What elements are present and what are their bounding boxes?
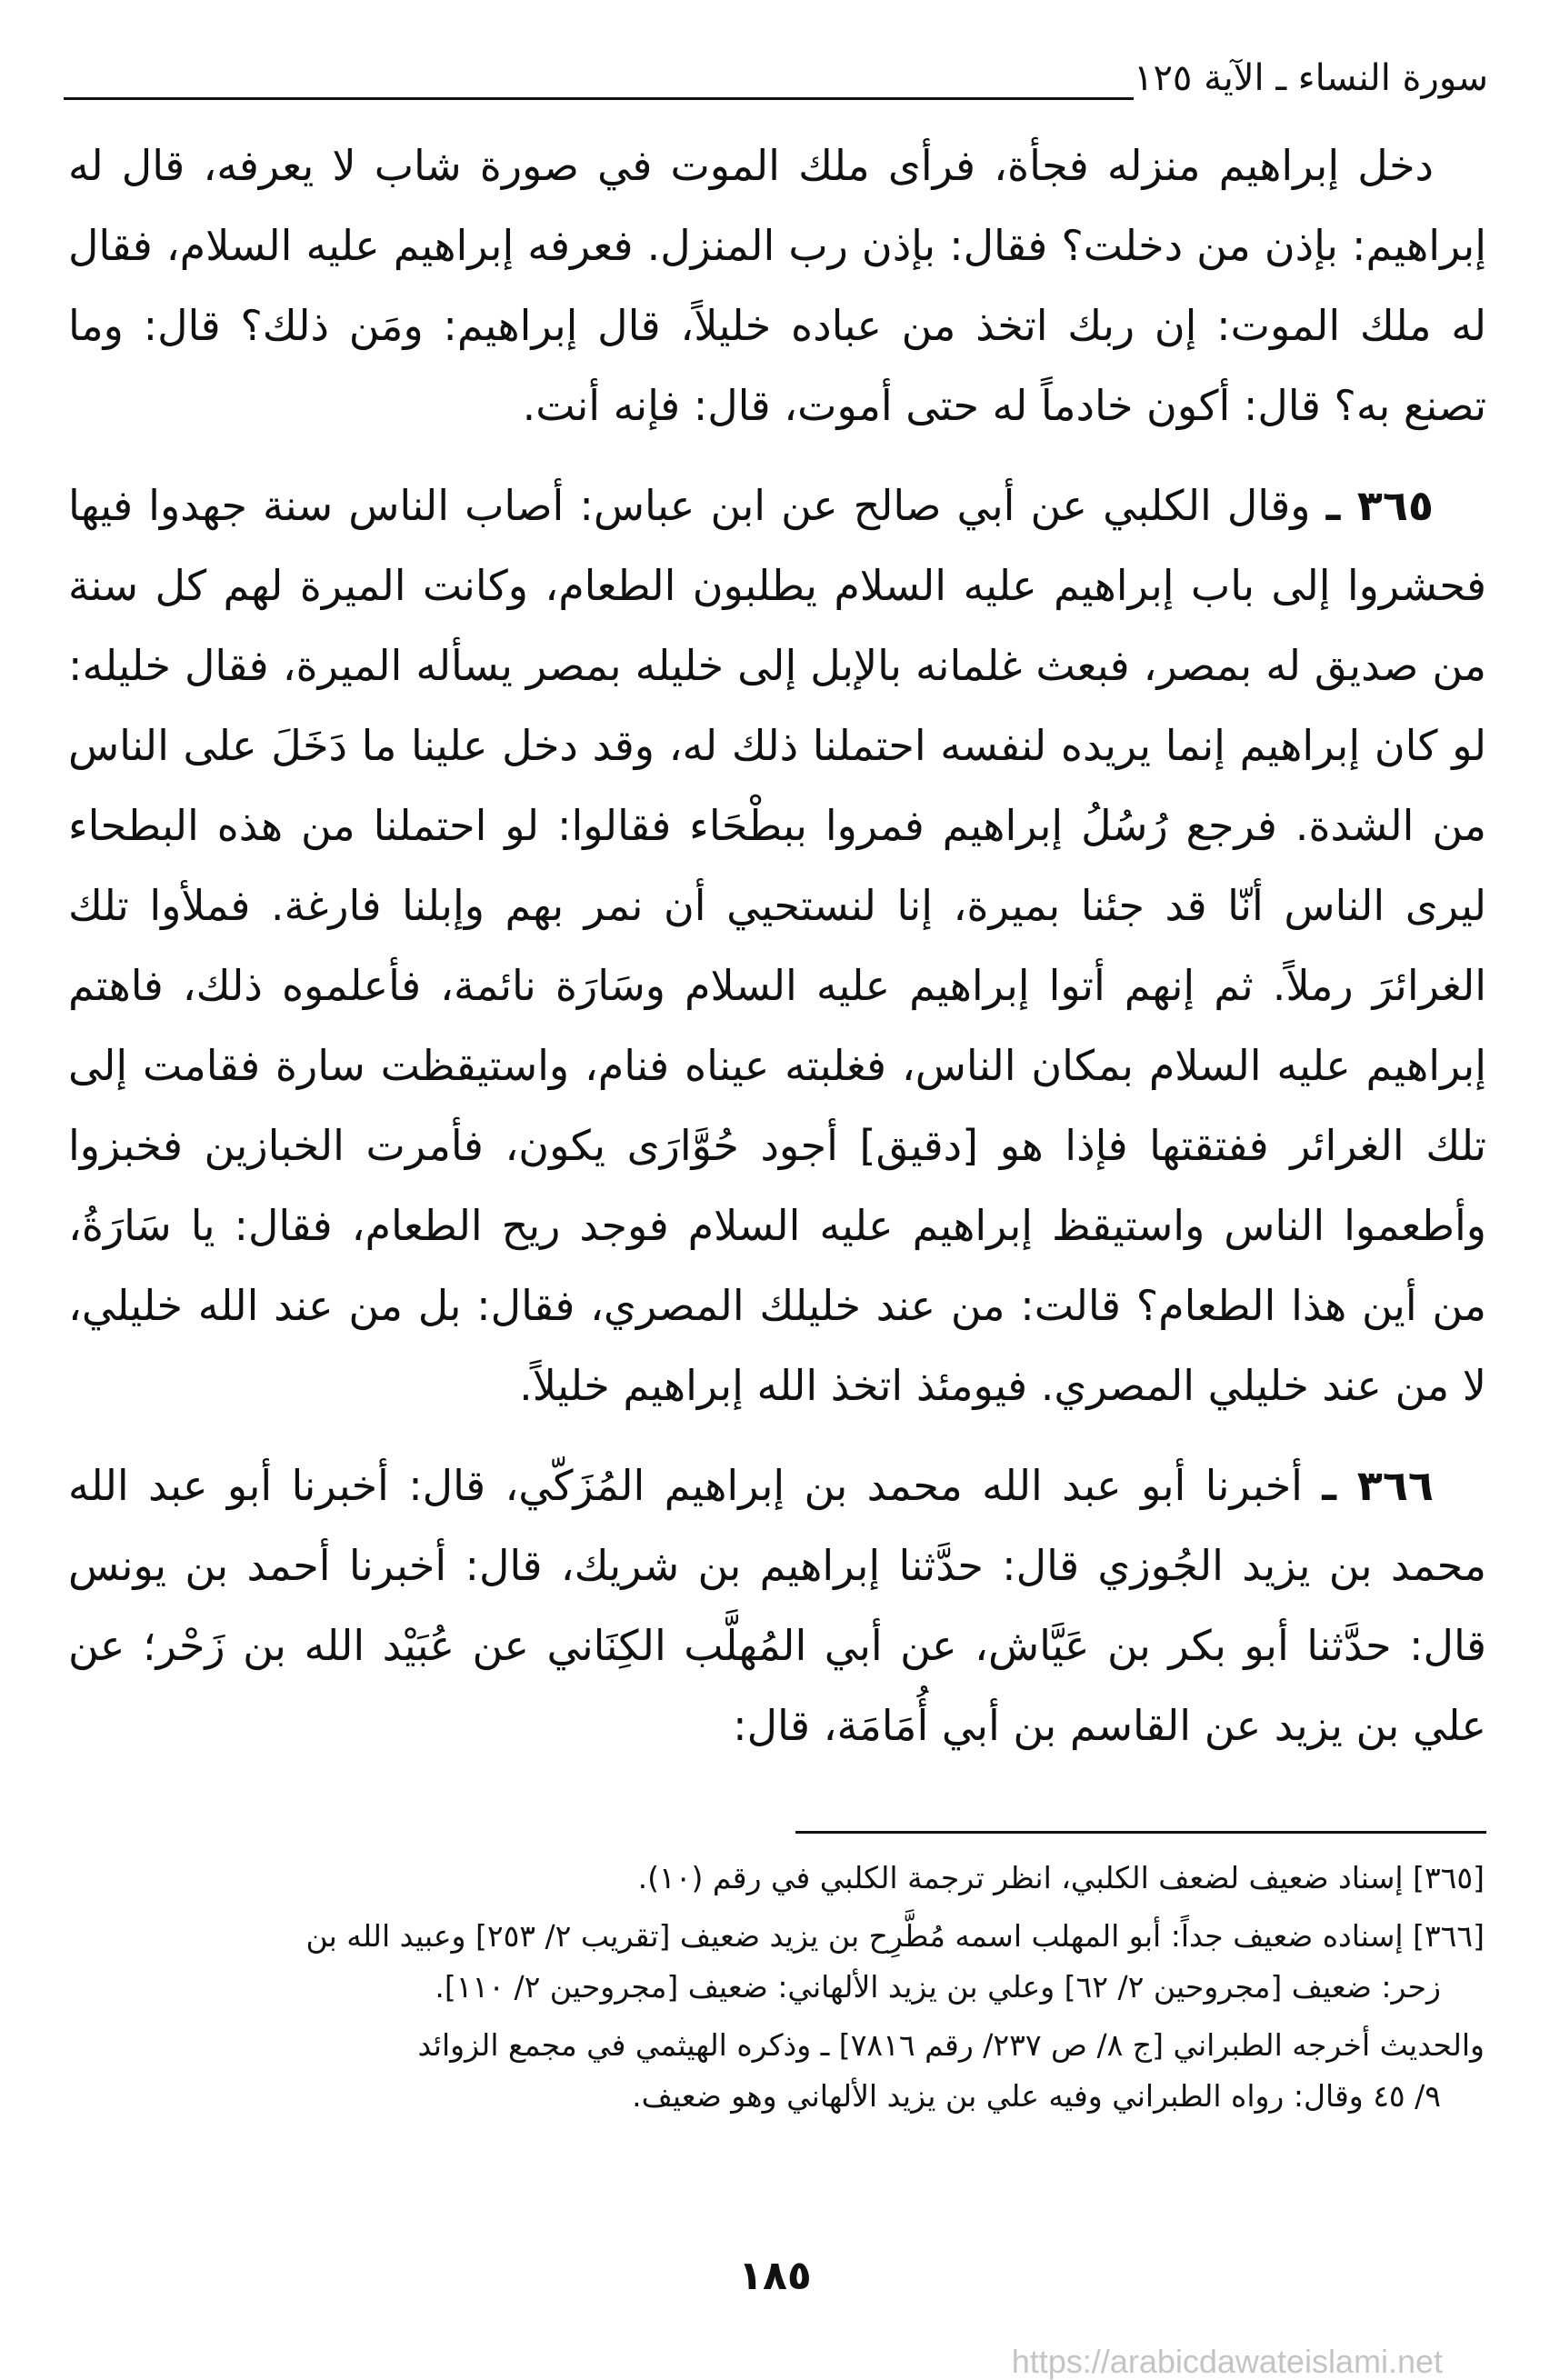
paragraph-number: ٣٦٥ ـ bbox=[1325, 481, 1434, 530]
running-header bbox=[64, 47, 1488, 105]
footnotes bbox=[65, 1853, 1485, 2129]
footnote-separator bbox=[795, 1831, 1486, 1834]
main-text bbox=[68, 125, 1486, 1765]
paragraph-text: أخبرنا أبو عبد الله محمد بن إبراهيم المُزَكّي، قال: أخبرنا أبو عبد الله محمد بن يزيد الجُوزي قال: حدَّثنا إبراهيم بن شريك، قال: أخبرنا أحمد بن يونس قال: حدَّثنا أبو بكر بن عَيَّاش، عن أبي المُهلَّب الكِنَاني عن عُبَيْد الله بن زَحْر؛ عن علي بن يزيد عن القاسم بن أبي أُمَامَة، قال: bbox=[68, 1461, 1486, 1750]
running-title: سورة النساء ـ الآية ١٢٥ bbox=[1133, 57, 1488, 99]
footnote-text: والحديث أخرجه الطبراني [ج ٨/ ص ٢٣٧/ رقم ٧٨١٦] ـ وذكره الهيثمي في مجمع الزوائد bbox=[417, 2027, 1485, 2063]
paragraph bbox=[68, 1445, 1486, 1765]
footnote-continuation: ٩/ ٤٥ وقال: رواه الطبراني وفيه علي بن يزيد الألهاني وهو ضعيف. bbox=[632, 2078, 1441, 2114]
paragraph bbox=[68, 125, 1486, 445]
footnote bbox=[65, 1911, 1485, 2013]
site-watermark: https://arabicdawateislami.net bbox=[1011, 2343, 1443, 2380]
paragraph-text: دخل إبراهيم منزله فجأة، فرأى ملك الموت في صورة شاب لا يعرفه، قال له إبراهيم: بإذن من دخلت؟ فقال: بإذن رب المنزل. فعرفه إبراهيم عليه السلام، فقال له ملك الموت: إن ربك اتخذ من عباده خليلاً، قال إبراهيم: ومَن ذلك؟ قال: وما تصنع به؟ قال: أكون خادماً له حتى أموت، قال: فإنه أنت. bbox=[68, 141, 1486, 430]
footnote bbox=[65, 1853, 1485, 1904]
footnote-text: [٣٦٥] إسناد ضعيف لضعف الكلبي، انظر ترجمة الكلبي في رقم (١٠). bbox=[637, 1860, 1485, 1895]
header-rule bbox=[64, 97, 1134, 100]
footnote bbox=[65, 2020, 1485, 2122]
footnote-text: [٣٦٦] إسناده ضعيف جداً: أبو المهلب اسمه مُطَّرِح بن يزيد ضعيف [تقريب ٢/ ٢٥٣] وعبيد الله بن bbox=[305, 1918, 1485, 1954]
footnote-continuation: زحر: ضعيف [مجروحين ٢/ ٦٢] وعلي بن يزيد الألهاني: ضعيف [مجروحين ٢/ ١١٠]. bbox=[435, 1969, 1441, 2005]
paragraph-text: وقال الكلبي عن أبي صالح عن ابن عباس: أصاب الناس سنة جهدوا فيها فحشروا إلى باب إبراهيم عليه السلام يطلبون الطعام، وكانت الميرة لهم كل سنة من صديق له بمصر، فبعث غلمانه بالإبل إلى خليله بمصر يسأله الميرة، فقال خليله: لو كان إبراهيم إنما يريده لنفسه احتملنا ذلك له، وقد دخل علينا ما دَخَلَ على الناس من الشدة. فرجع رُسُلُ إبراهيم فمروا ببطْحَاء فقالوا: لو احتملنا من هذه البطحاء ليرى الناس أنّا قد جئنا بميرة، إنا لنستحيي أن نمر بهم وإبلنا فارغة. فملأوا تلك الغرائرَ رملاً. ثم إنهم أتوا إبراهيم عليه السلام وسَارَة نائمة، فأعلموه ذلك، فاهتم إبراهيم عليه السلام بمكان الناس، فغلبته عيناه فنام، واستيقظت سارة فقامت إلى تلك الغرائر ففتقتها فإذا هو [دقيق] أجود حُوَّارَى يكون، فأمرت الخبازين فخبزوا وأطعموا الناس واستيقظ إبراهيم عليه السلام فوجد ريح الطعام، فقال: يا سَارَةُ، من أين هذا الطعام؟ قالت: من عند خليلك المصري، فقال: بل من عند الله خليلي، لا من عند خليلي المصري. فيومئذ اتخذ الله إبراهيم خليلاً. bbox=[68, 481, 1486, 1410]
page-number: ١٨٥ bbox=[738, 2253, 812, 2299]
paragraph-number: ٣٦٦ ـ bbox=[1322, 1461, 1434, 1510]
paragraph bbox=[68, 465, 1486, 1425]
